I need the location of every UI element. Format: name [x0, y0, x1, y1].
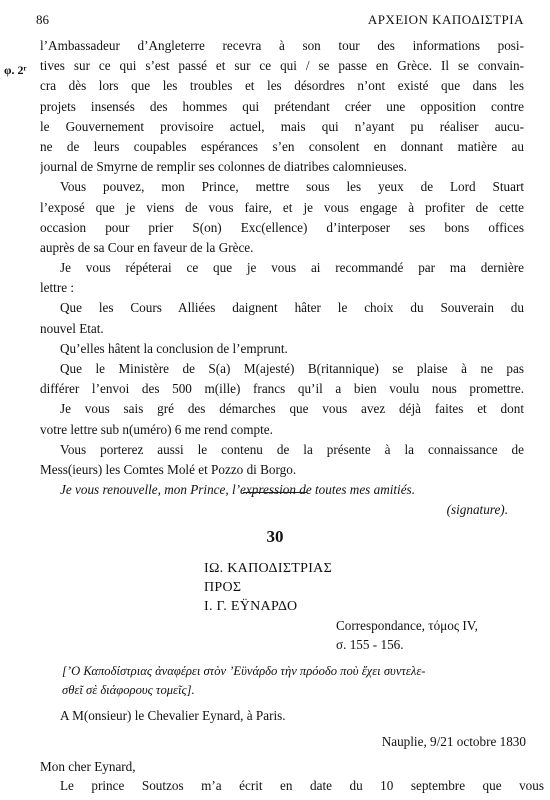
place-date: Nauplie, 9/21 octobre 1830	[381, 734, 526, 749]
text-line: Vous pouvez, mon Prince, mettre sous les yeux de Lord Stuart	[60, 179, 524, 195]
page-header	[36, 12, 524, 30]
text-line: journal de Smyrne de remplir ses colonnes de diatribes calomnieuses.	[40, 159, 407, 175]
text-line: Que les Cours Alliées daignent hâter le choix du Souverain du	[60, 300, 524, 316]
text-line: l’Ambassadeur d’Angleterre recevra à son tour des informations posi-	[40, 38, 524, 53]
section-divider	[243, 492, 307, 493]
text-line: ne de leurs coupables espérances s’en consolent en donnant matière au	[40, 138, 524, 154]
text-line: Je vous répéterai ce que je vous ai recommandé par ma dernière	[60, 260, 524, 276]
document-number: 30	[266, 527, 284, 546]
source-pages: σ. 155 - 156.	[336, 637, 404, 652]
editorial-summary: σθεῖ σὲ διάφορους τομεῖς].	[62, 683, 195, 697]
text-line: projets insensés des hommes qui prétendant créer une opposition contre	[40, 98, 524, 114]
text-line: Je vous sais gré des démarches que vous avez déjà faites et dont	[60, 401, 524, 417]
salutation: Mon cher Eynard,	[40, 759, 136, 774]
text-line: lettre :	[40, 280, 75, 296]
letter-first-line: Le prince Soutzos m’a écrit en date du 10 septembre que vous	[60, 778, 544, 793]
closing-line: Je vous renouvelle, mon Prince, l’expression de toutes mes amitiés.	[60, 482, 415, 498]
text-line: l’exposé que je viens de vous faire, et je vous engage à profiter de cette	[40, 199, 524, 215]
source-reference: Correspondance, τόμος IV,	[336, 618, 478, 633]
text-line: le Gouvernement provisoire actuel, mais qui n’ayant pu réaliser aucu-	[40, 118, 524, 134]
recipient-line: A M(onsieur) le Chevalier Eynard, à Paris.	[60, 708, 286, 723]
page-number: 86	[36, 12, 49, 27]
text-line: cra dès lors que les troubles et les désordres n’ont existé que dans les	[40, 78, 524, 94]
address-line: Ι. Γ. ΕΫΝΑΡΔΟ	[204, 599, 298, 614]
text-line: nouvel Etat.	[40, 320, 104, 336]
signature: (signature).	[446, 502, 508, 518]
running-title: ΑΡΧΕΙΟΝ ΚΑΠΟΔΙΣΤΡΙΑ	[367, 12, 524, 27]
letter-continuation	[40, 36, 524, 521]
text-line: auprès de sa Cour en faveur de la Grèce.	[40, 239, 254, 255]
text-line: différer l’envoi des 500 m(ille) francs qu’il a bien voulu nous promettre.	[40, 381, 524, 397]
address-line: ΙΩ. ΚΑΠΟΔΙΣΤΡΙΑΣ	[204, 561, 333, 576]
text-line: Vous porterez aussi le contenu de la présente à la connaissance de	[60, 441, 524, 457]
text-line: Que le Ministère de S(a) M(ajesté) B(ritannique) se plaise à ne pas	[60, 361, 524, 376]
folio-margin-note: φ. 2ʳ	[4, 63, 27, 77]
text-line: votre lettre sub n(uméro) 6 me rend compte.	[40, 421, 273, 437]
address-line: ΠΡΟΣ	[204, 580, 242, 595]
text-line: tives sur ce qui s’est passé et sur ce qui / se passe en Grèce. Il se convain-	[40, 58, 524, 74]
text-line: Mess(ieurs) les Comtes Molé et Pozzo di Borgo.	[40, 461, 297, 477]
text-line: occasion pour prier S(on) Exc(ellence) d’interposer ses bons offices	[40, 219, 524, 235]
editorial-summary: [’Ο Καποδίστριας ἀναφέρει στὸν ’Εϋνάρδο τὴν πρόοδο ποὺ ἔχει συντελε-	[62, 664, 426, 678]
text-line: Qu’elles hâtent la conclusion de l’emprunt.	[60, 340, 288, 356]
